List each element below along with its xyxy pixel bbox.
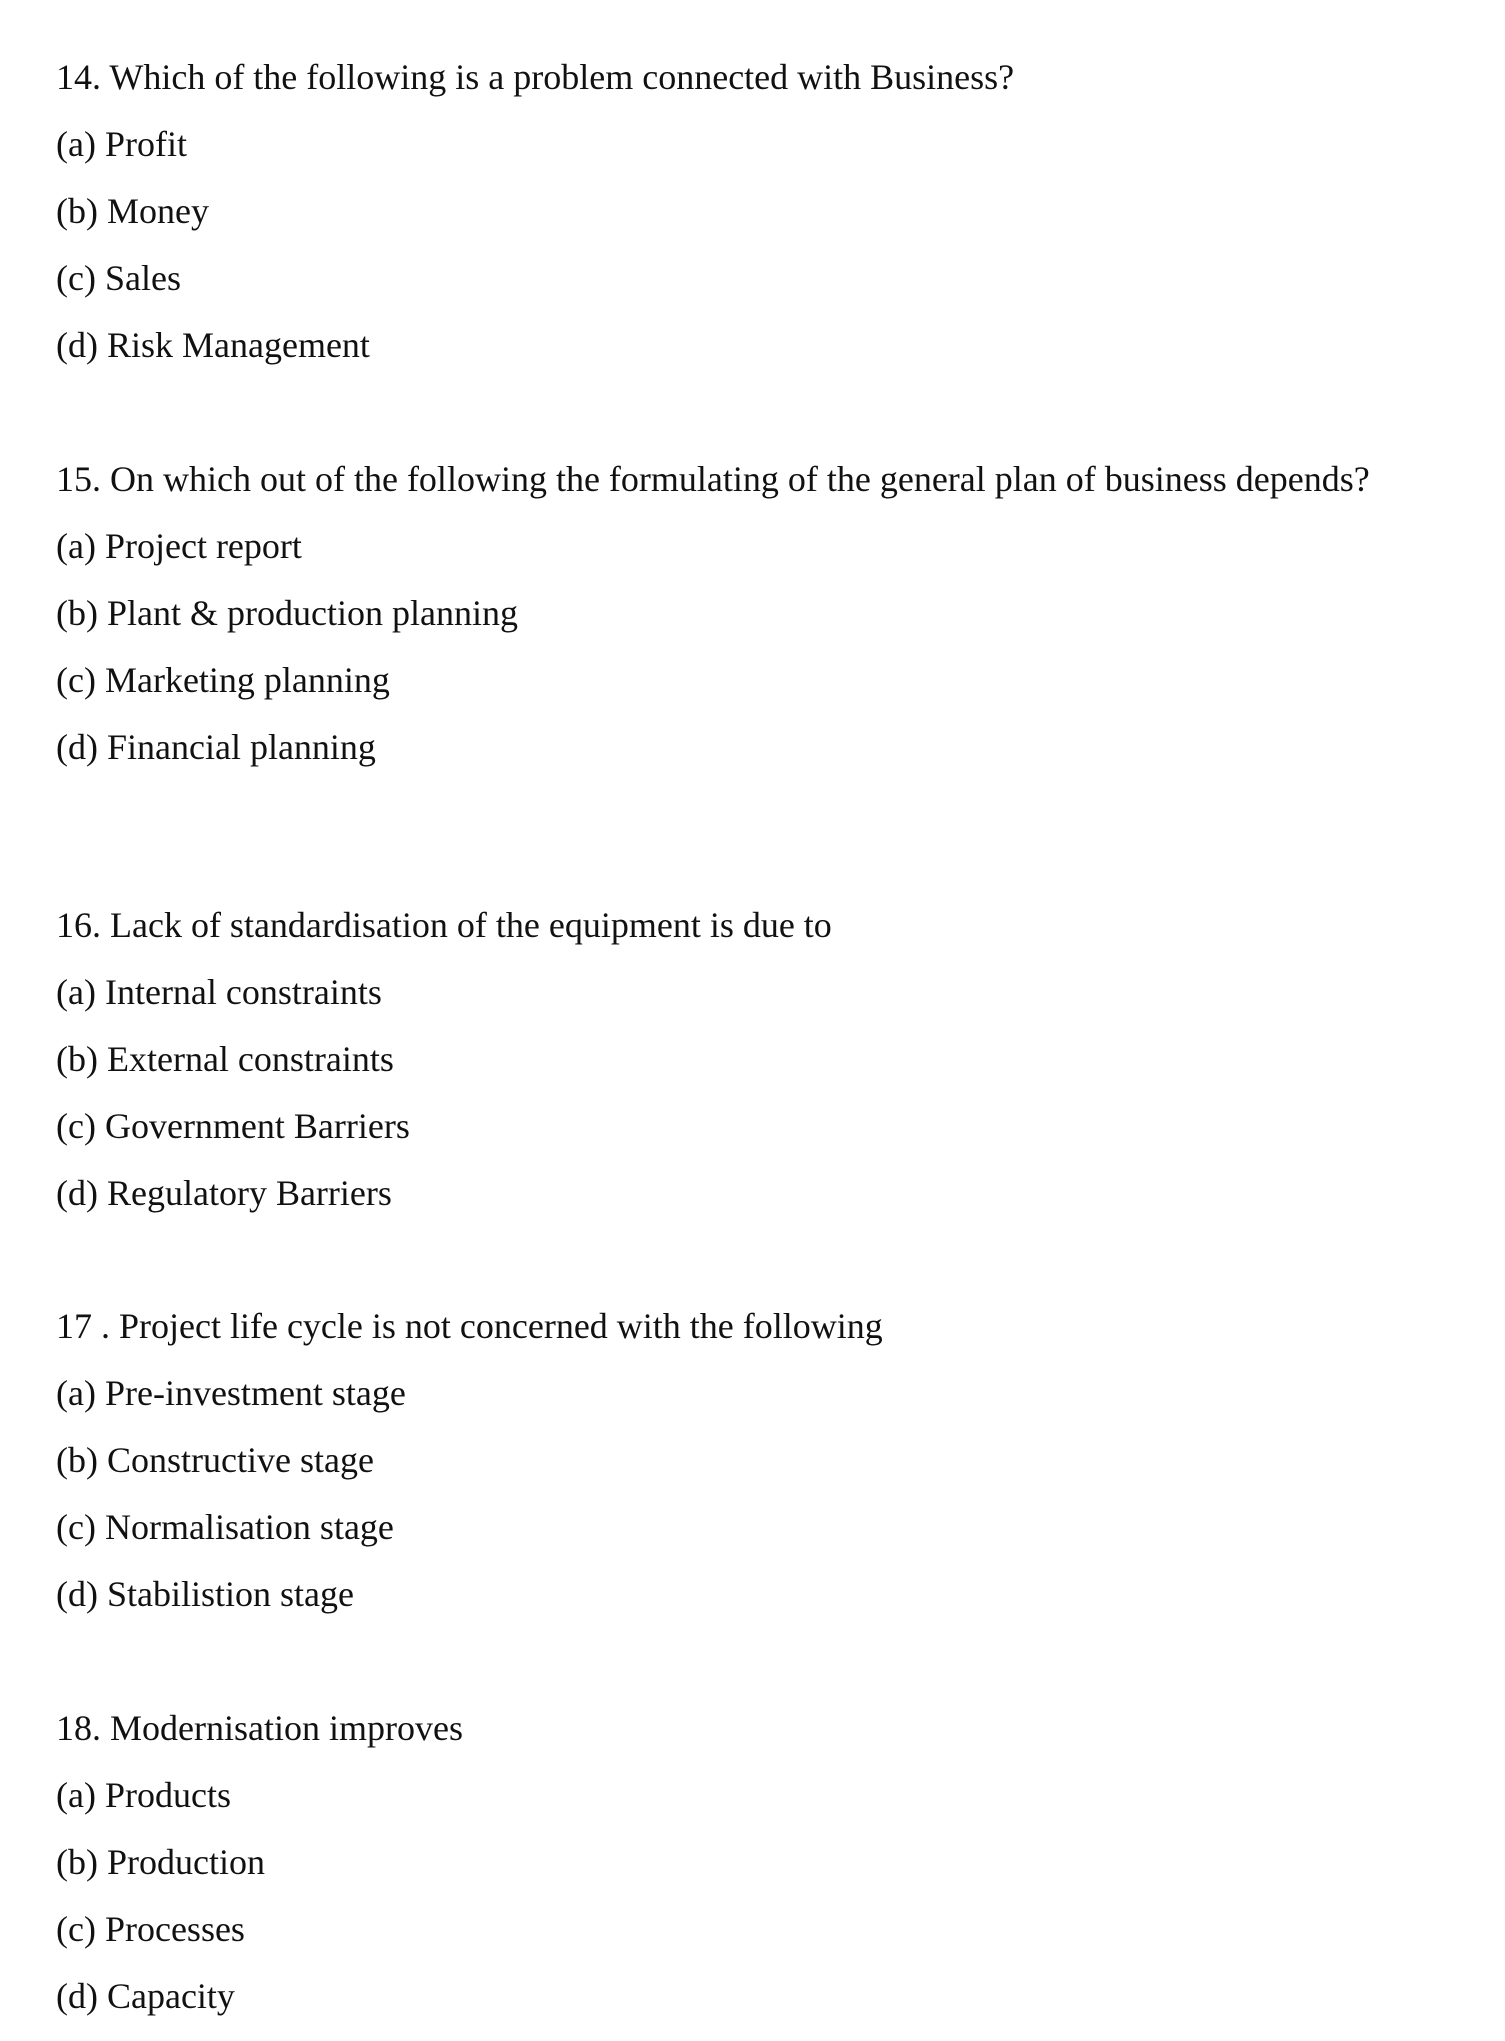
option-label: (a): [56, 972, 96, 1012]
option-b: [56, 1037, 1396, 1104]
option-label: (c): [56, 1106, 96, 1146]
option-text: Government Barriers: [104, 1106, 410, 1146]
option-text: Sales: [104, 258, 181, 298]
option-label: (d): [56, 325, 98, 365]
question-text: [56, 1706, 1396, 1751]
option-text: Stabilistion stage: [106, 1574, 354, 1614]
question-text: [56, 1304, 1396, 1349]
question-number: 15.: [56, 459, 101, 499]
option-list: [56, 524, 1396, 792]
option-d: [56, 725, 1396, 792]
option-text: Money: [106, 191, 209, 231]
option-label: (c): [56, 1909, 96, 1949]
question-18: [56, 1706, 1396, 2041]
option-b: [56, 591, 1396, 658]
question-text: [56, 457, 1396, 502]
option-c: [56, 256, 1396, 323]
option-b: [56, 1840, 1396, 1907]
option-text: Pre-investment stage: [104, 1373, 406, 1413]
option-label: (b): [56, 593, 98, 633]
question-text: [56, 55, 1396, 100]
question-stem: Which of the following is a problem connected with Business?: [109, 57, 1015, 97]
question-stem: On which out of the following the formulating of the general plan of business depends?: [110, 459, 1370, 499]
option-text: Normalisation stage: [104, 1507, 394, 1547]
question-14: [56, 55, 1396, 390]
question-17: [56, 1304, 1396, 1639]
option-a: [56, 970, 1396, 1037]
option-text: Processes: [104, 1909, 245, 1949]
option-a: [56, 122, 1396, 189]
option-b: [56, 189, 1396, 256]
option-text: Project report: [104, 526, 302, 566]
option-d: [56, 1171, 1396, 1238]
option-label: (d): [56, 727, 98, 767]
option-d: [56, 323, 1396, 390]
option-label: (c): [56, 1507, 96, 1547]
option-list: [56, 122, 1396, 390]
option-c: [56, 1907, 1396, 1974]
option-list: [56, 970, 1396, 1238]
option-text: Products: [104, 1775, 231, 1815]
question-16: [56, 903, 1396, 1238]
question-number: 14.: [56, 57, 101, 97]
option-text: Regulatory Barriers: [106, 1173, 392, 1213]
option-label: (b): [56, 1842, 98, 1882]
option-c: [56, 658, 1396, 725]
option-list: [56, 1773, 1396, 2041]
option-text: Risk Management: [106, 325, 370, 365]
option-c: [56, 1104, 1396, 1171]
option-d: [56, 1974, 1396, 2041]
option-label: (a): [56, 1373, 96, 1413]
question-stem: Modernisation improves: [110, 1708, 463, 1748]
option-text: Financial planning: [106, 727, 376, 767]
option-text: Constructive stage: [106, 1440, 374, 1480]
question-number: 16.: [56, 905, 101, 945]
option-text: Production: [106, 1842, 265, 1882]
option-label: (a): [56, 124, 96, 164]
option-a: [56, 524, 1396, 591]
question-number: 18.: [56, 1708, 101, 1748]
question-15: [56, 457, 1396, 792]
option-label: (c): [56, 258, 96, 298]
question-number: 17 .: [56, 1306, 110, 1346]
question-stem: Project life cycle is not concerned with the following: [119, 1306, 883, 1346]
option-label: (b): [56, 1039, 98, 1079]
option-a: [56, 1773, 1396, 1840]
option-text: Capacity: [106, 1976, 235, 2016]
option-label: (b): [56, 1440, 98, 1480]
option-a: [56, 1371, 1396, 1438]
option-label: (c): [56, 660, 96, 700]
option-c: [56, 1505, 1396, 1572]
option-label: (d): [56, 1574, 98, 1614]
option-text: External constraints: [106, 1039, 394, 1079]
option-label: (b): [56, 191, 98, 231]
option-b: [56, 1438, 1396, 1505]
option-list: [56, 1371, 1396, 1639]
option-label: (d): [56, 1976, 98, 2016]
option-text: Profit: [104, 124, 187, 164]
option-text: Plant & production planning: [106, 593, 518, 633]
option-label: (d): [56, 1173, 98, 1213]
question-stem: Lack of standardisation of the equipment is due to: [110, 905, 832, 945]
option-text: Marketing planning: [104, 660, 390, 700]
option-d: [56, 1572, 1396, 1639]
option-label: (a): [56, 1775, 96, 1815]
option-label: (a): [56, 526, 96, 566]
option-text: Internal constraints: [104, 972, 382, 1012]
question-text: [56, 903, 1396, 948]
